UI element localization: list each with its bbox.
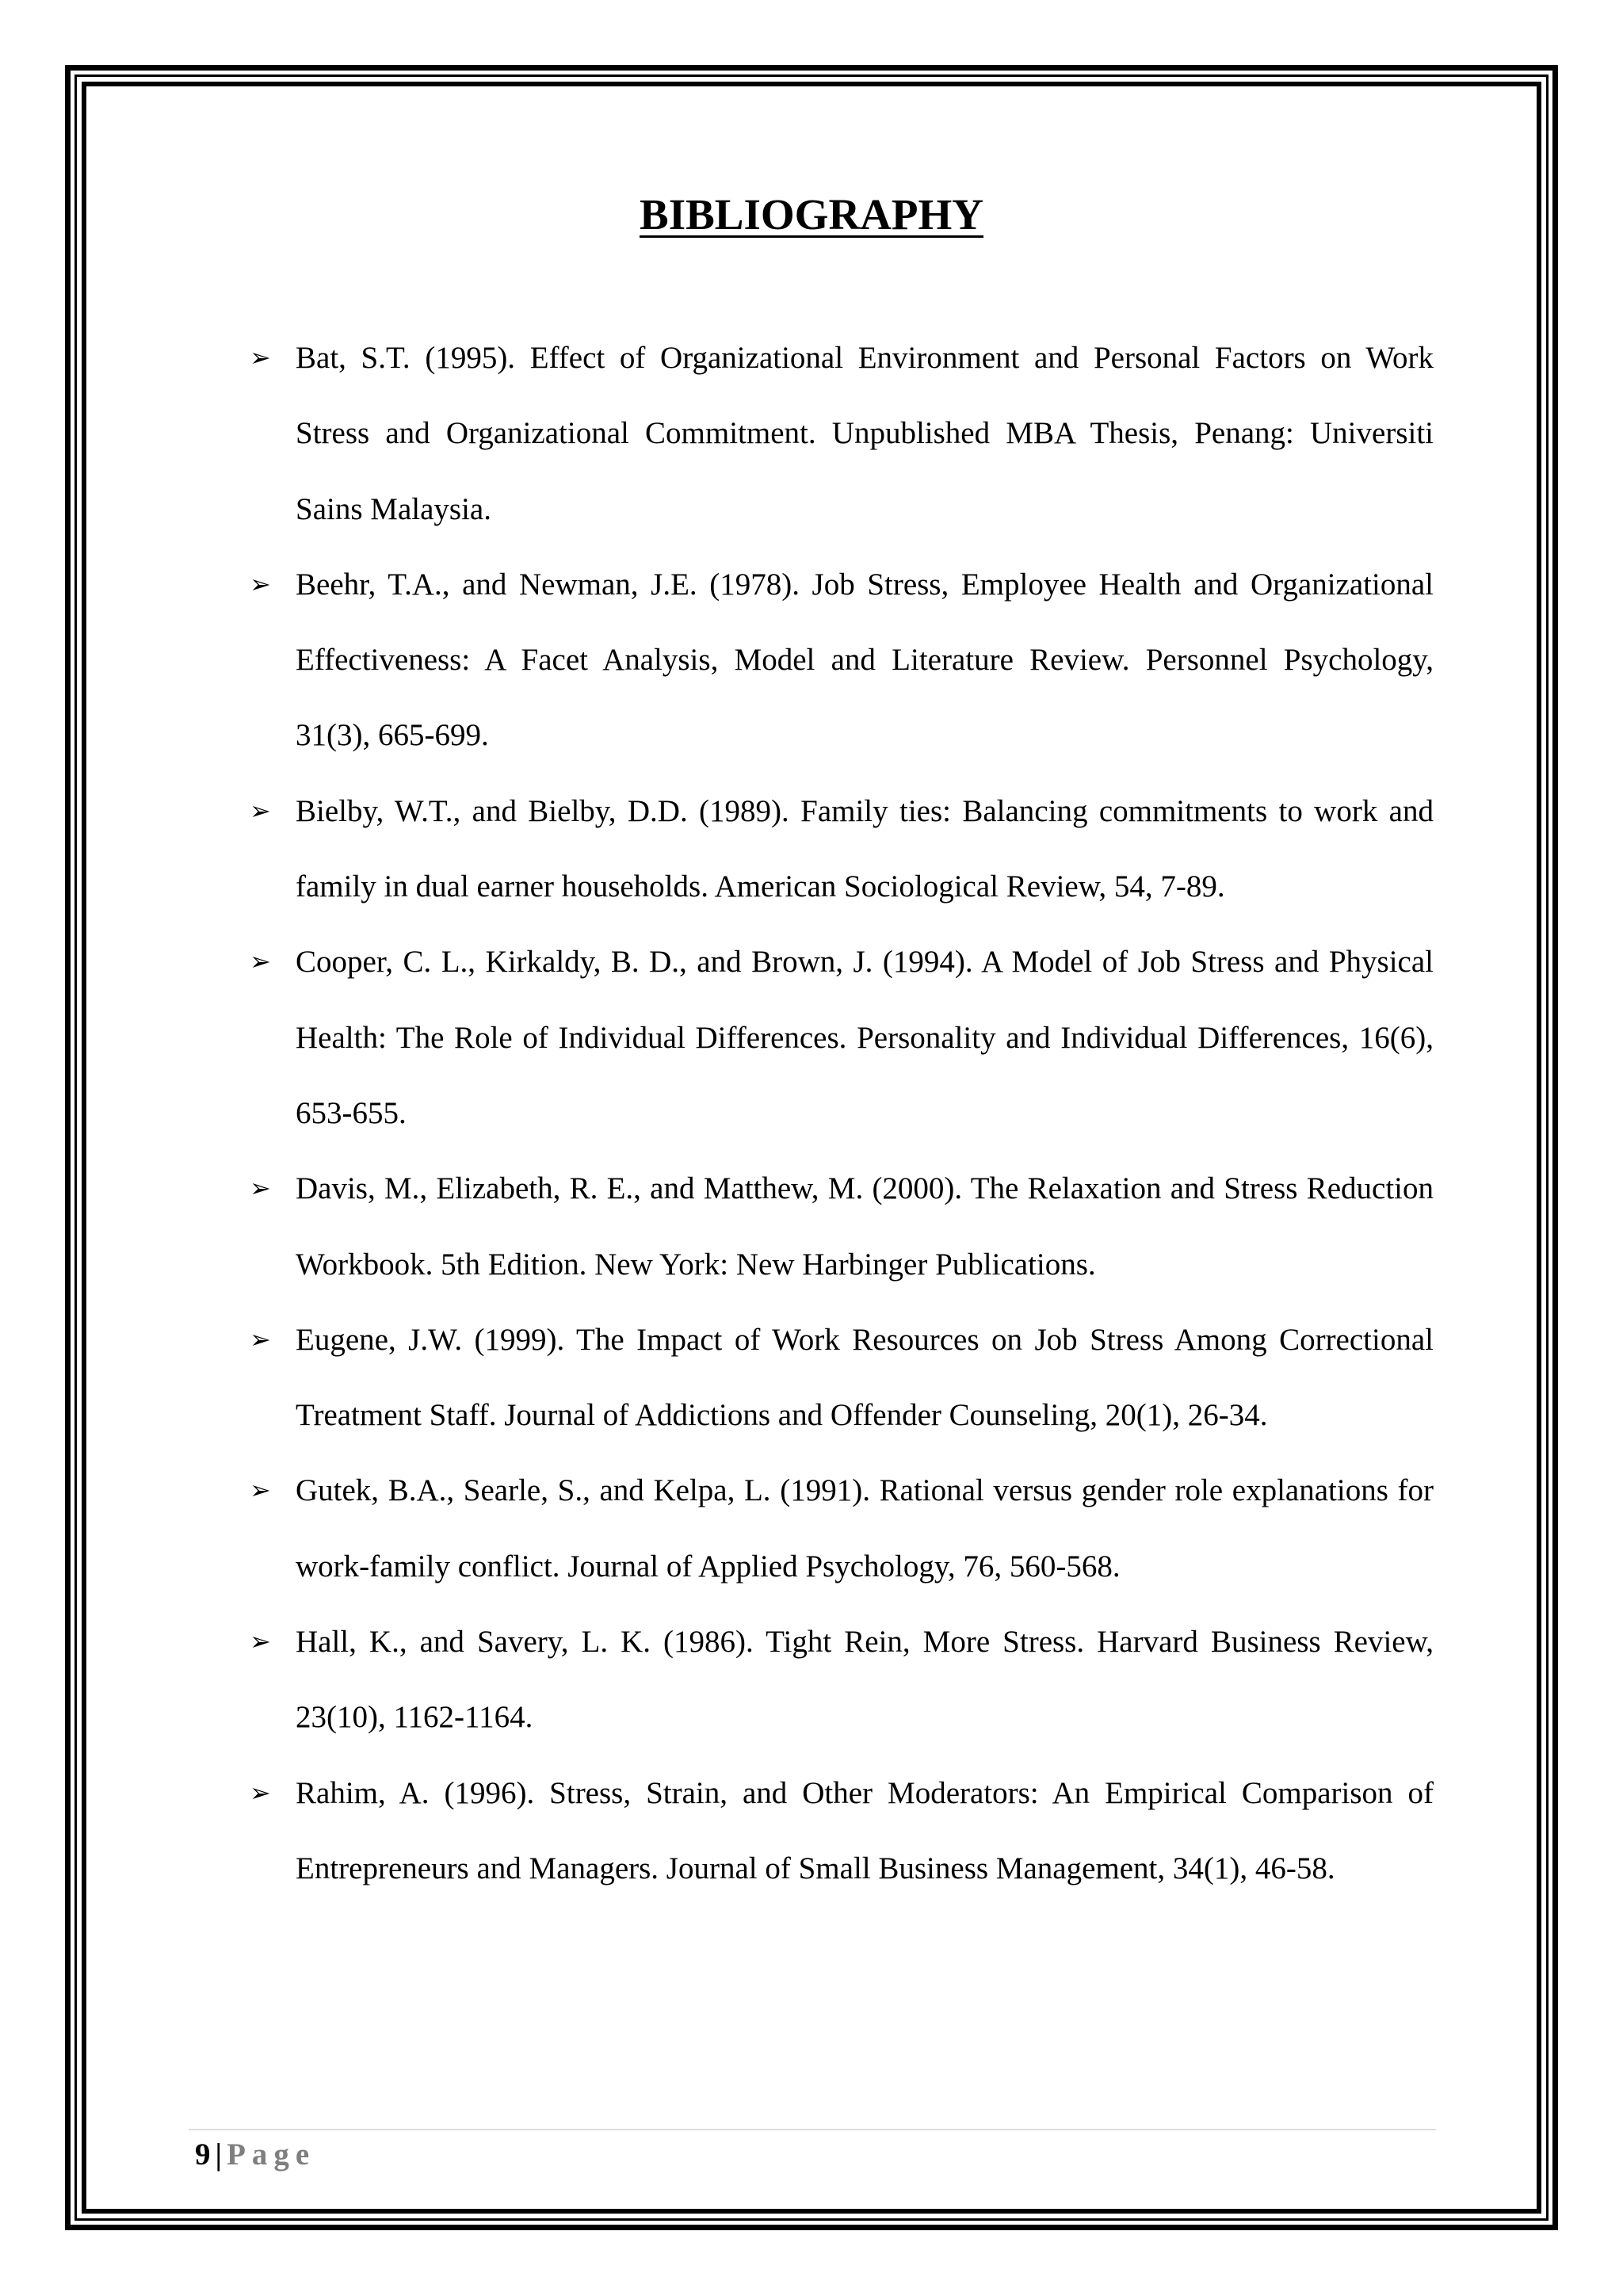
bibliography-entry <box>250 774 1434 925</box>
bibliography-entry <box>250 320 1434 547</box>
arrow-bullet-icon: ➢ <box>250 1626 271 1657</box>
bibliography-entry <box>250 1453 1434 1604</box>
entry-text: Gutek, B.A., Searle, S., and Kelpa, L. (1991). Rational versus gender role explanations for work-family conflict. Journal of Applied Psychology, 76, 560-568. <box>296 1473 1434 1584</box>
page-title: BIBLIOGRAPHY <box>640 190 983 239</box>
footer-separator: | <box>215 2137 223 2172</box>
entry-text: Beehr, T.A., and Newman, J.E. (1978). Job Stress, Employee Health and Organizational Effectiveness: A Facet Analysis, Model and Literature Review. Personnel Psychology, 31(3), 665-699. <box>296 567 1434 753</box>
entry-text: Rahim, A. (1996). Stress, Strain, and Other Moderators: An Empirical Comparison of Entrepreneurs and Managers. Journal of Small Business Management, 34(1), 46-58. <box>296 1775 1434 1885</box>
bibliography-entry <box>250 924 1434 1151</box>
entry-text: Eugene, J.W. (1999). The Impact of Work Resources on Job Stress Among Correctional Treatment Staff. Journal of Addictions and Offender Counseling, 20(1), 26-34. <box>296 1322 1434 1433</box>
page-number: 9 <box>195 2137 211 2172</box>
arrow-bullet-icon: ➢ <box>250 1475 271 1506</box>
arrow-bullet-icon: ➢ <box>250 1777 271 1808</box>
bibliography-entry <box>250 1302 1434 1454</box>
bibliography-entry <box>250 547 1434 774</box>
arrow-bullet-icon: ➢ <box>250 946 271 977</box>
arrow-bullet-icon: ➢ <box>250 568 271 599</box>
entry-text: Hall, K., and Savery, L. K. (1986). Tight Rein, More Stress. Harvard Business Review, 23(10), 1162-1164. <box>296 1625 1434 1735</box>
arrow-bullet-icon: ➢ <box>250 1324 271 1354</box>
entry-text: Bat, S.T. (1995). Effect of Organizational Environment and Personal Factors on Work Stress and Organizational Commitment. Unpublished MBA Thesis, Penang: Universiti Sains Malaysia. <box>296 341 1434 526</box>
entry-text: Davis, M., Elizabeth, R. E., and Matthew, M. (2000). The Relaxation and Stress Reduction Workbook. 5th Edition. New York: New Harbinger Publications. <box>296 1171 1434 1282</box>
entry-text: Cooper, C. L., Kirkaldy, B. D., and Brown, J. (1994). A Model of Job Stress and Physical Health: The Role of Individual Differences. Personality and Individual Differences, 16(6), 653-655. <box>296 945 1434 1130</box>
bibliography-entry <box>250 1755 1434 1907</box>
page-label: Page <box>227 2137 316 2172</box>
page-footer <box>195 2135 315 2175</box>
arrow-bullet-icon: ➢ <box>250 795 271 826</box>
bibliography-entry <box>250 1151 1434 1302</box>
bibliography-entry <box>250 1604 1434 1755</box>
footer-divider <box>189 2129 1436 2130</box>
bibliography-list <box>250 320 1434 1906</box>
arrow-bullet-icon: ➢ <box>250 1173 271 1204</box>
entry-text: Bielby, W.T., and Bielby, D.D. (1989). Family ties: Balancing commitments to work and family in dual earner households. American Sociological Review, 54, 7-89. <box>296 793 1434 904</box>
arrow-bullet-icon: ➢ <box>250 342 271 372</box>
